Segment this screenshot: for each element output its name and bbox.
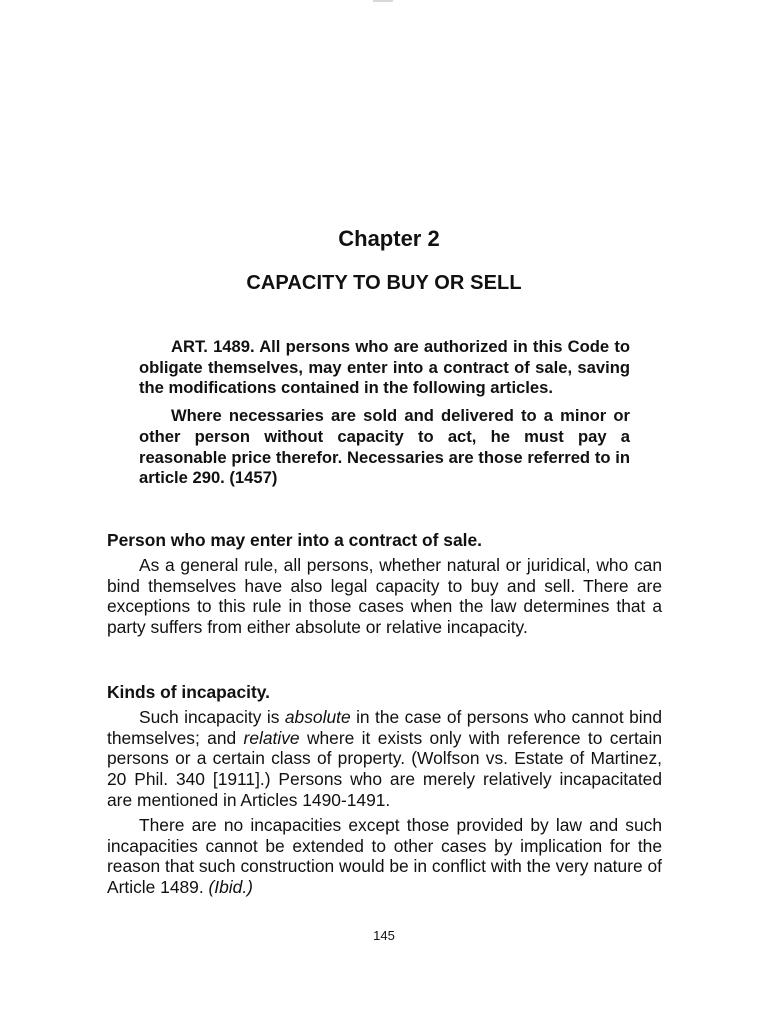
text-run: There are no incapacities except those provided by law and such incapacities cannot be extended to other cases by implication for the reason that such construction would be in conflict with the very nature of Article 1489. xyxy=(107,814,662,898)
section-heading: Person who may enter into a contract of sale. xyxy=(107,530,482,550)
section-paragraph xyxy=(107,815,662,898)
article-paragraph-2: Where necessaries are sold and delivered to a minor or other person without capacity to act, he must pay a reasonable price therefor. Necessaries are those referred to in article 290. (1457) xyxy=(139,406,630,488)
scan-artifact-mark xyxy=(373,0,393,2)
section-heading: Kinds of incapacity. xyxy=(107,682,270,702)
section-persons-who-may-contract xyxy=(107,530,662,638)
chapter-title: CAPACITY TO BUY OR SELL xyxy=(246,272,522,294)
page-number: 145 xyxy=(373,928,395,943)
text-run: Such incapacity is xyxy=(139,706,285,727)
section-paragraph: As a general rule, all persons, whether natural or juridical, who can bind themselves have also legal capacity to buy and sell. There are exceptions to this rule in those cases when the law determines that a party suffers from either absolute or relative incapacity. xyxy=(107,554,662,638)
emphasis-ibid: (Ibid.) xyxy=(208,877,253,898)
section-kinds-of-incapacity xyxy=(107,682,662,898)
chapter-label: Chapter 2 xyxy=(338,226,440,251)
article-1489 xyxy=(139,337,630,496)
text-run: in the case of persons who cannot bind themselves; and xyxy=(107,706,663,748)
emphasis-relative: relative xyxy=(243,727,300,748)
text-run: where it exists only with reference to certain persons or a certain class of property. (Wolfson vs. Estate of Martinez, 20 Phil. 340 [1911].) Persons who are merely relatively incapacitated are mentioned in Articles 1490-1491. xyxy=(107,727,662,810)
article-paragraph-1: ART. 1489. All persons who are authorized in this Code to obligate themselves, may enter into a contract of sale, saving the modifications contained in the following articles. xyxy=(139,337,630,398)
section-paragraph xyxy=(107,707,662,811)
emphasis-absolute: absolute xyxy=(284,706,351,727)
